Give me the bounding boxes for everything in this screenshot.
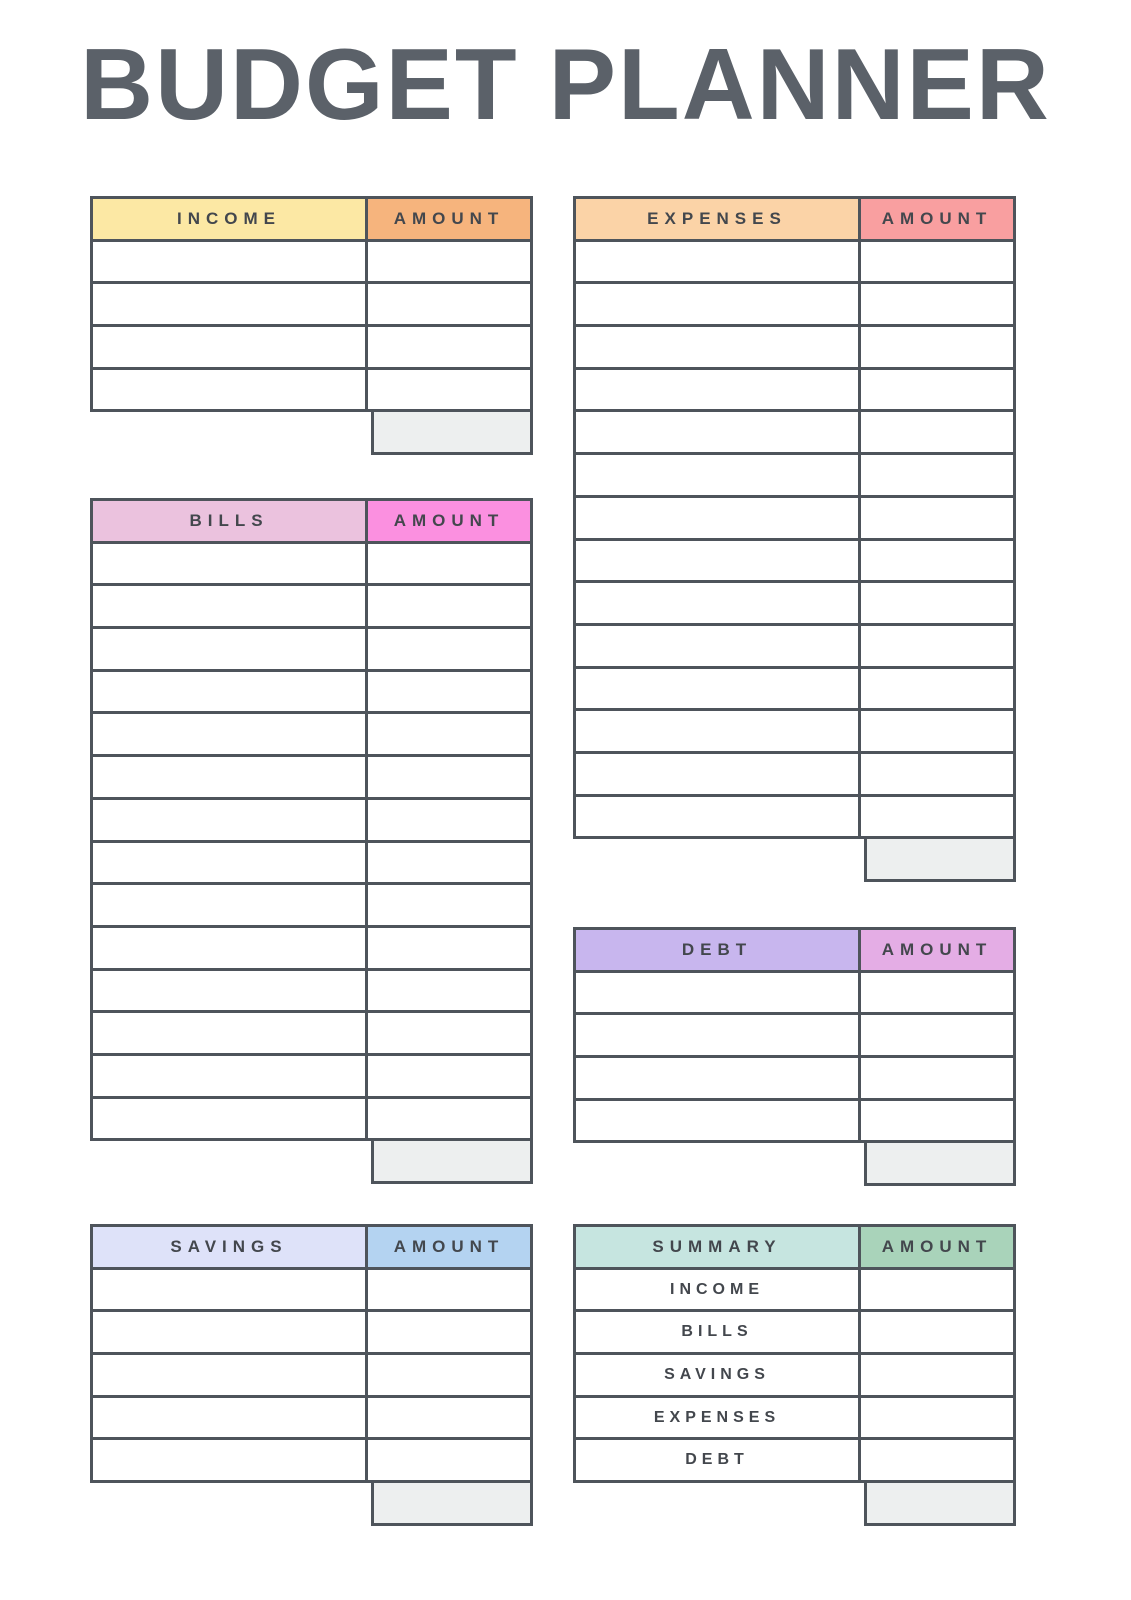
summary-bills-amount-cell	[860, 1311, 1015, 1354]
expenses-header-cell: EXPENSES	[575, 198, 860, 241]
bills-item-cell	[92, 1012, 367, 1055]
debt-amount-cell	[860, 1057, 1015, 1100]
bills-row	[92, 1097, 532, 1140]
savings-item-cell	[92, 1354, 367, 1397]
bills-row	[92, 585, 532, 628]
expenses-amount-cell	[860, 710, 1015, 753]
bills-header-cell: BILLS	[92, 500, 367, 543]
savings-row	[92, 1439, 532, 1482]
income-item-cell	[92, 326, 367, 369]
expenses-amount-cell	[860, 454, 1015, 497]
income-item-cell	[92, 240, 367, 283]
savings-header-cell: SAVINGS	[92, 1226, 367, 1269]
expenses-row	[575, 752, 1015, 795]
page-title: BUDGET PLANNER	[80, 29, 1051, 141]
savings-amount-header-cell: AMOUNT	[367, 1226, 532, 1269]
expenses-amount-cell	[860, 795, 1015, 838]
bills-item-cell	[92, 884, 367, 927]
income-amount-header-cell: AMOUNT	[367, 198, 532, 241]
savings-amount-cell	[367, 1439, 532, 1482]
bills-amount-cell	[367, 756, 532, 799]
bills-amount-cell	[367, 713, 532, 756]
debt-amount-cell	[860, 1099, 1015, 1142]
bills-item-cell	[92, 1054, 367, 1097]
bills-amount-cell	[367, 542, 532, 585]
summary-total-cell	[864, 1480, 1016, 1526]
expenses-amount-cell	[860, 411, 1015, 454]
bills-row	[92, 542, 532, 585]
bills-row	[92, 756, 532, 799]
expenses-amount-cell	[860, 326, 1015, 369]
expenses-item-cell	[575, 283, 860, 326]
debt-row	[575, 1057, 1015, 1100]
savings-row	[92, 1268, 532, 1311]
expenses-amount-cell	[860, 240, 1015, 283]
bills-amount-cell	[367, 798, 532, 841]
expenses-item-cell	[575, 710, 860, 753]
bills-row	[92, 1054, 532, 1097]
expenses-item-cell	[575, 326, 860, 369]
savings-row	[92, 1311, 532, 1354]
expenses-row	[575, 368, 1015, 411]
expenses-row	[575, 624, 1015, 667]
bills-row	[92, 969, 532, 1012]
savings-item-cell	[92, 1268, 367, 1311]
expenses-item-cell	[575, 368, 860, 411]
savings-total-cell	[371, 1480, 533, 1526]
summary-row-income	[575, 1268, 1015, 1311]
summary-savings-label: SAVINGS	[575, 1354, 860, 1397]
bills-header-row	[92, 500, 532, 543]
expenses-amount-cell	[860, 667, 1015, 710]
bills-row	[92, 841, 532, 884]
summary-expenses-amount-cell	[860, 1396, 1015, 1439]
expenses-total-cell	[864, 836, 1016, 882]
income-table	[90, 196, 533, 455]
expenses-row	[575, 240, 1015, 283]
expenses-item-cell	[575, 624, 860, 667]
summary-row-debt	[575, 1439, 1015, 1482]
savings-table	[90, 1224, 533, 1526]
income-row	[92, 368, 532, 411]
expenses-item-cell	[575, 240, 860, 283]
bills-item-cell	[92, 713, 367, 756]
debt-table	[573, 927, 1016, 1186]
expenses-amount-cell	[860, 582, 1015, 625]
expenses-amount-cell	[860, 539, 1015, 582]
income-amount-cell	[367, 326, 532, 369]
bills-amount-cell	[367, 1097, 532, 1140]
bills-row	[92, 884, 532, 927]
expenses-row	[575, 283, 1015, 326]
summary-table	[573, 1224, 1016, 1526]
expenses-row	[575, 667, 1015, 710]
expenses-item-cell	[575, 582, 860, 625]
bills-amount-cell	[367, 1054, 532, 1097]
debt-item-cell	[575, 971, 860, 1014]
expenses-header-row	[575, 198, 1015, 241]
bills-row	[92, 713, 532, 756]
debt-row	[575, 971, 1015, 1014]
expenses-amount-cell	[860, 624, 1015, 667]
income-row	[92, 240, 532, 283]
expenses-item-cell	[575, 667, 860, 710]
income-amount-cell	[367, 368, 532, 411]
bills-row	[92, 798, 532, 841]
bills-amount-cell	[367, 841, 532, 884]
bills-table	[90, 498, 533, 1184]
bills-amount-cell	[367, 926, 532, 969]
summary-row-savings	[575, 1354, 1015, 1397]
debt-row	[575, 1099, 1015, 1142]
income-row	[92, 283, 532, 326]
bills-amount-cell	[367, 969, 532, 1012]
expenses-row	[575, 710, 1015, 753]
bills-item-cell	[92, 585, 367, 628]
bills-row	[92, 1012, 532, 1055]
summary-amount-header-cell: AMOUNT	[860, 1226, 1015, 1269]
summary-debt-amount-cell	[860, 1439, 1015, 1482]
expenses-item-cell	[575, 752, 860, 795]
expenses-row	[575, 795, 1015, 838]
income-total-cell	[371, 409, 533, 455]
expenses-row	[575, 582, 1015, 625]
expenses-amount-cell	[860, 368, 1015, 411]
savings-amount-cell	[367, 1311, 532, 1354]
bills-item-cell	[92, 841, 367, 884]
income-item-cell	[92, 368, 367, 411]
summary-debt-label: DEBT	[575, 1439, 860, 1482]
debt-item-cell	[575, 1057, 860, 1100]
bills-amount-cell	[367, 628, 532, 671]
expenses-item-cell	[575, 795, 860, 838]
savings-item-cell	[92, 1311, 367, 1354]
summary-header-cell: SUMMARY	[575, 1226, 860, 1269]
bills-row	[92, 926, 532, 969]
savings-row	[92, 1354, 532, 1397]
bills-item-cell	[92, 756, 367, 799]
bills-item-cell	[92, 926, 367, 969]
expenses-item-cell	[575, 411, 860, 454]
savings-amount-cell	[367, 1354, 532, 1397]
summary-header-row	[575, 1226, 1015, 1269]
summary-income-amount-cell	[860, 1268, 1015, 1311]
savings-amount-cell	[367, 1268, 532, 1311]
debt-item-cell	[575, 1014, 860, 1057]
income-header-row	[92, 198, 532, 241]
bills-item-cell	[92, 670, 367, 713]
savings-header-row	[92, 1226, 532, 1269]
bills-amount-cell	[367, 1012, 532, 1055]
expenses-amount-cell	[860, 496, 1015, 539]
bills-amount-cell	[367, 585, 532, 628]
debt-total-cell	[864, 1140, 1016, 1186]
income-amount-cell	[367, 283, 532, 326]
bills-amount-cell	[367, 670, 532, 713]
income-header-cell: INCOME	[92, 198, 367, 241]
bills-item-cell	[92, 798, 367, 841]
bills-item-cell	[92, 969, 367, 1012]
summary-bills-label: BILLS	[575, 1311, 860, 1354]
bills-row	[92, 670, 532, 713]
bills-row	[92, 628, 532, 671]
savings-row	[92, 1396, 532, 1439]
bills-item-cell	[92, 1097, 367, 1140]
savings-amount-cell	[367, 1396, 532, 1439]
expenses-item-cell	[575, 454, 860, 497]
expenses-amount-cell	[860, 283, 1015, 326]
expenses-row	[575, 539, 1015, 582]
expenses-table	[573, 196, 1016, 882]
bills-item-cell	[92, 628, 367, 671]
bills-amount-header-cell: AMOUNT	[367, 500, 532, 543]
expenses-amount-header-cell: AMOUNT	[860, 198, 1015, 241]
summary-expenses-label: EXPENSES	[575, 1396, 860, 1439]
debt-header-row	[575, 929, 1015, 972]
debt-amount-cell	[860, 971, 1015, 1014]
bills-total-cell	[371, 1138, 533, 1184]
income-item-cell	[92, 283, 367, 326]
debt-header-cell: DEBT	[575, 929, 860, 972]
summary-row-expenses	[575, 1396, 1015, 1439]
expenses-row	[575, 326, 1015, 369]
expenses-amount-cell	[860, 752, 1015, 795]
debt-amount-cell	[860, 1014, 1015, 1057]
summary-savings-amount-cell	[860, 1354, 1015, 1397]
expenses-row	[575, 454, 1015, 497]
income-row	[92, 326, 532, 369]
debt-amount-header-cell: AMOUNT	[860, 929, 1015, 972]
debt-row	[575, 1014, 1015, 1057]
summary-income-label: INCOME	[575, 1268, 860, 1311]
income-amount-cell	[367, 240, 532, 283]
summary-row-bills	[575, 1311, 1015, 1354]
expenses-item-cell	[575, 496, 860, 539]
bills-item-cell	[92, 542, 367, 585]
expenses-row	[575, 496, 1015, 539]
savings-item-cell	[92, 1439, 367, 1482]
expenses-item-cell	[575, 539, 860, 582]
expenses-row	[575, 411, 1015, 454]
debt-item-cell	[575, 1099, 860, 1142]
bills-amount-cell	[367, 884, 532, 927]
savings-item-cell	[92, 1396, 367, 1439]
